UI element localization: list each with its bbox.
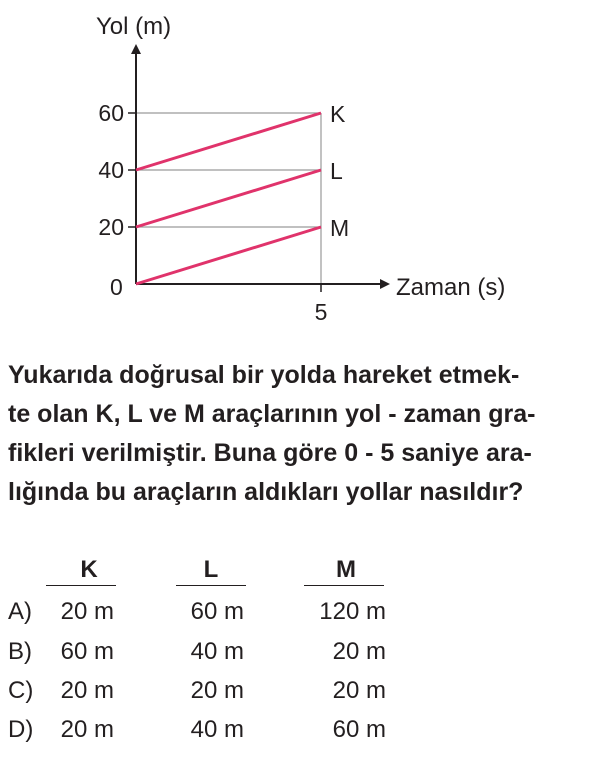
series-line-k <box>136 113 321 170</box>
option-label: B) <box>8 638 32 665</box>
y-tick-label: 60 <box>98 100 124 126</box>
series-label-l: L <box>330 158 343 184</box>
series-line-m <box>136 227 321 284</box>
series <box>136 101 349 284</box>
question-line: fikleri verilmiştir. Buna göre 0 - 5 saniye ara- <box>8 439 532 467</box>
option-value-l: 20 m <box>190 677 244 704</box>
series-label-m: M <box>330 215 350 241</box>
distance-time-chart <box>0 0 592 340</box>
x-axis-label: Zaman (s) <box>396 274 506 301</box>
option-value-k: 60 m <box>60 638 114 665</box>
option-value-m: 20 m <box>332 638 386 665</box>
option-label: A) <box>8 598 32 625</box>
origin-tick-label: 0 <box>110 274 123 300</box>
option-label: C) <box>8 677 34 704</box>
option-value-k: 20 m <box>60 598 114 625</box>
series-label-k: K <box>330 101 346 127</box>
header-l: L <box>203 556 219 583</box>
option-value-k: 20 m <box>60 716 114 743</box>
question-line: Yukarıda doğrusal bir yolda hareket etmek- <box>8 361 520 389</box>
option-value-k: 20 m <box>60 677 114 704</box>
option-value-l: 40 m <box>190 638 244 665</box>
option-label: D) <box>8 716 34 743</box>
option-value-l: 60 m <box>190 598 244 625</box>
question-line: te olan K, L ve M araçlarının yol - zaman gra- <box>8 400 536 428</box>
question-text <box>8 356 590 512</box>
header-underline-m <box>304 585 384 586</box>
option-value-m: 60 m <box>332 716 386 743</box>
option-value-m: 20 m <box>332 677 386 704</box>
x-tick-label: 5 <box>314 299 328 325</box>
header-k: K <box>80 556 98 583</box>
y-axis-label: Yol (m) <box>96 13 172 40</box>
y-tick-label: 40 <box>98 157 124 183</box>
series-line-l <box>136 170 321 227</box>
option-value-l: 40 m <box>190 716 244 743</box>
ticks <box>98 100 327 325</box>
header-m: M <box>336 556 356 583</box>
header-underline-k <box>46 585 116 586</box>
option-value-m: 120 m <box>319 598 386 625</box>
header-underline-l <box>176 585 246 586</box>
question-line: lığında bu araçların aldıkları yollar nasıldır? <box>8 478 524 506</box>
y-tick-label: 20 <box>98 214 124 240</box>
